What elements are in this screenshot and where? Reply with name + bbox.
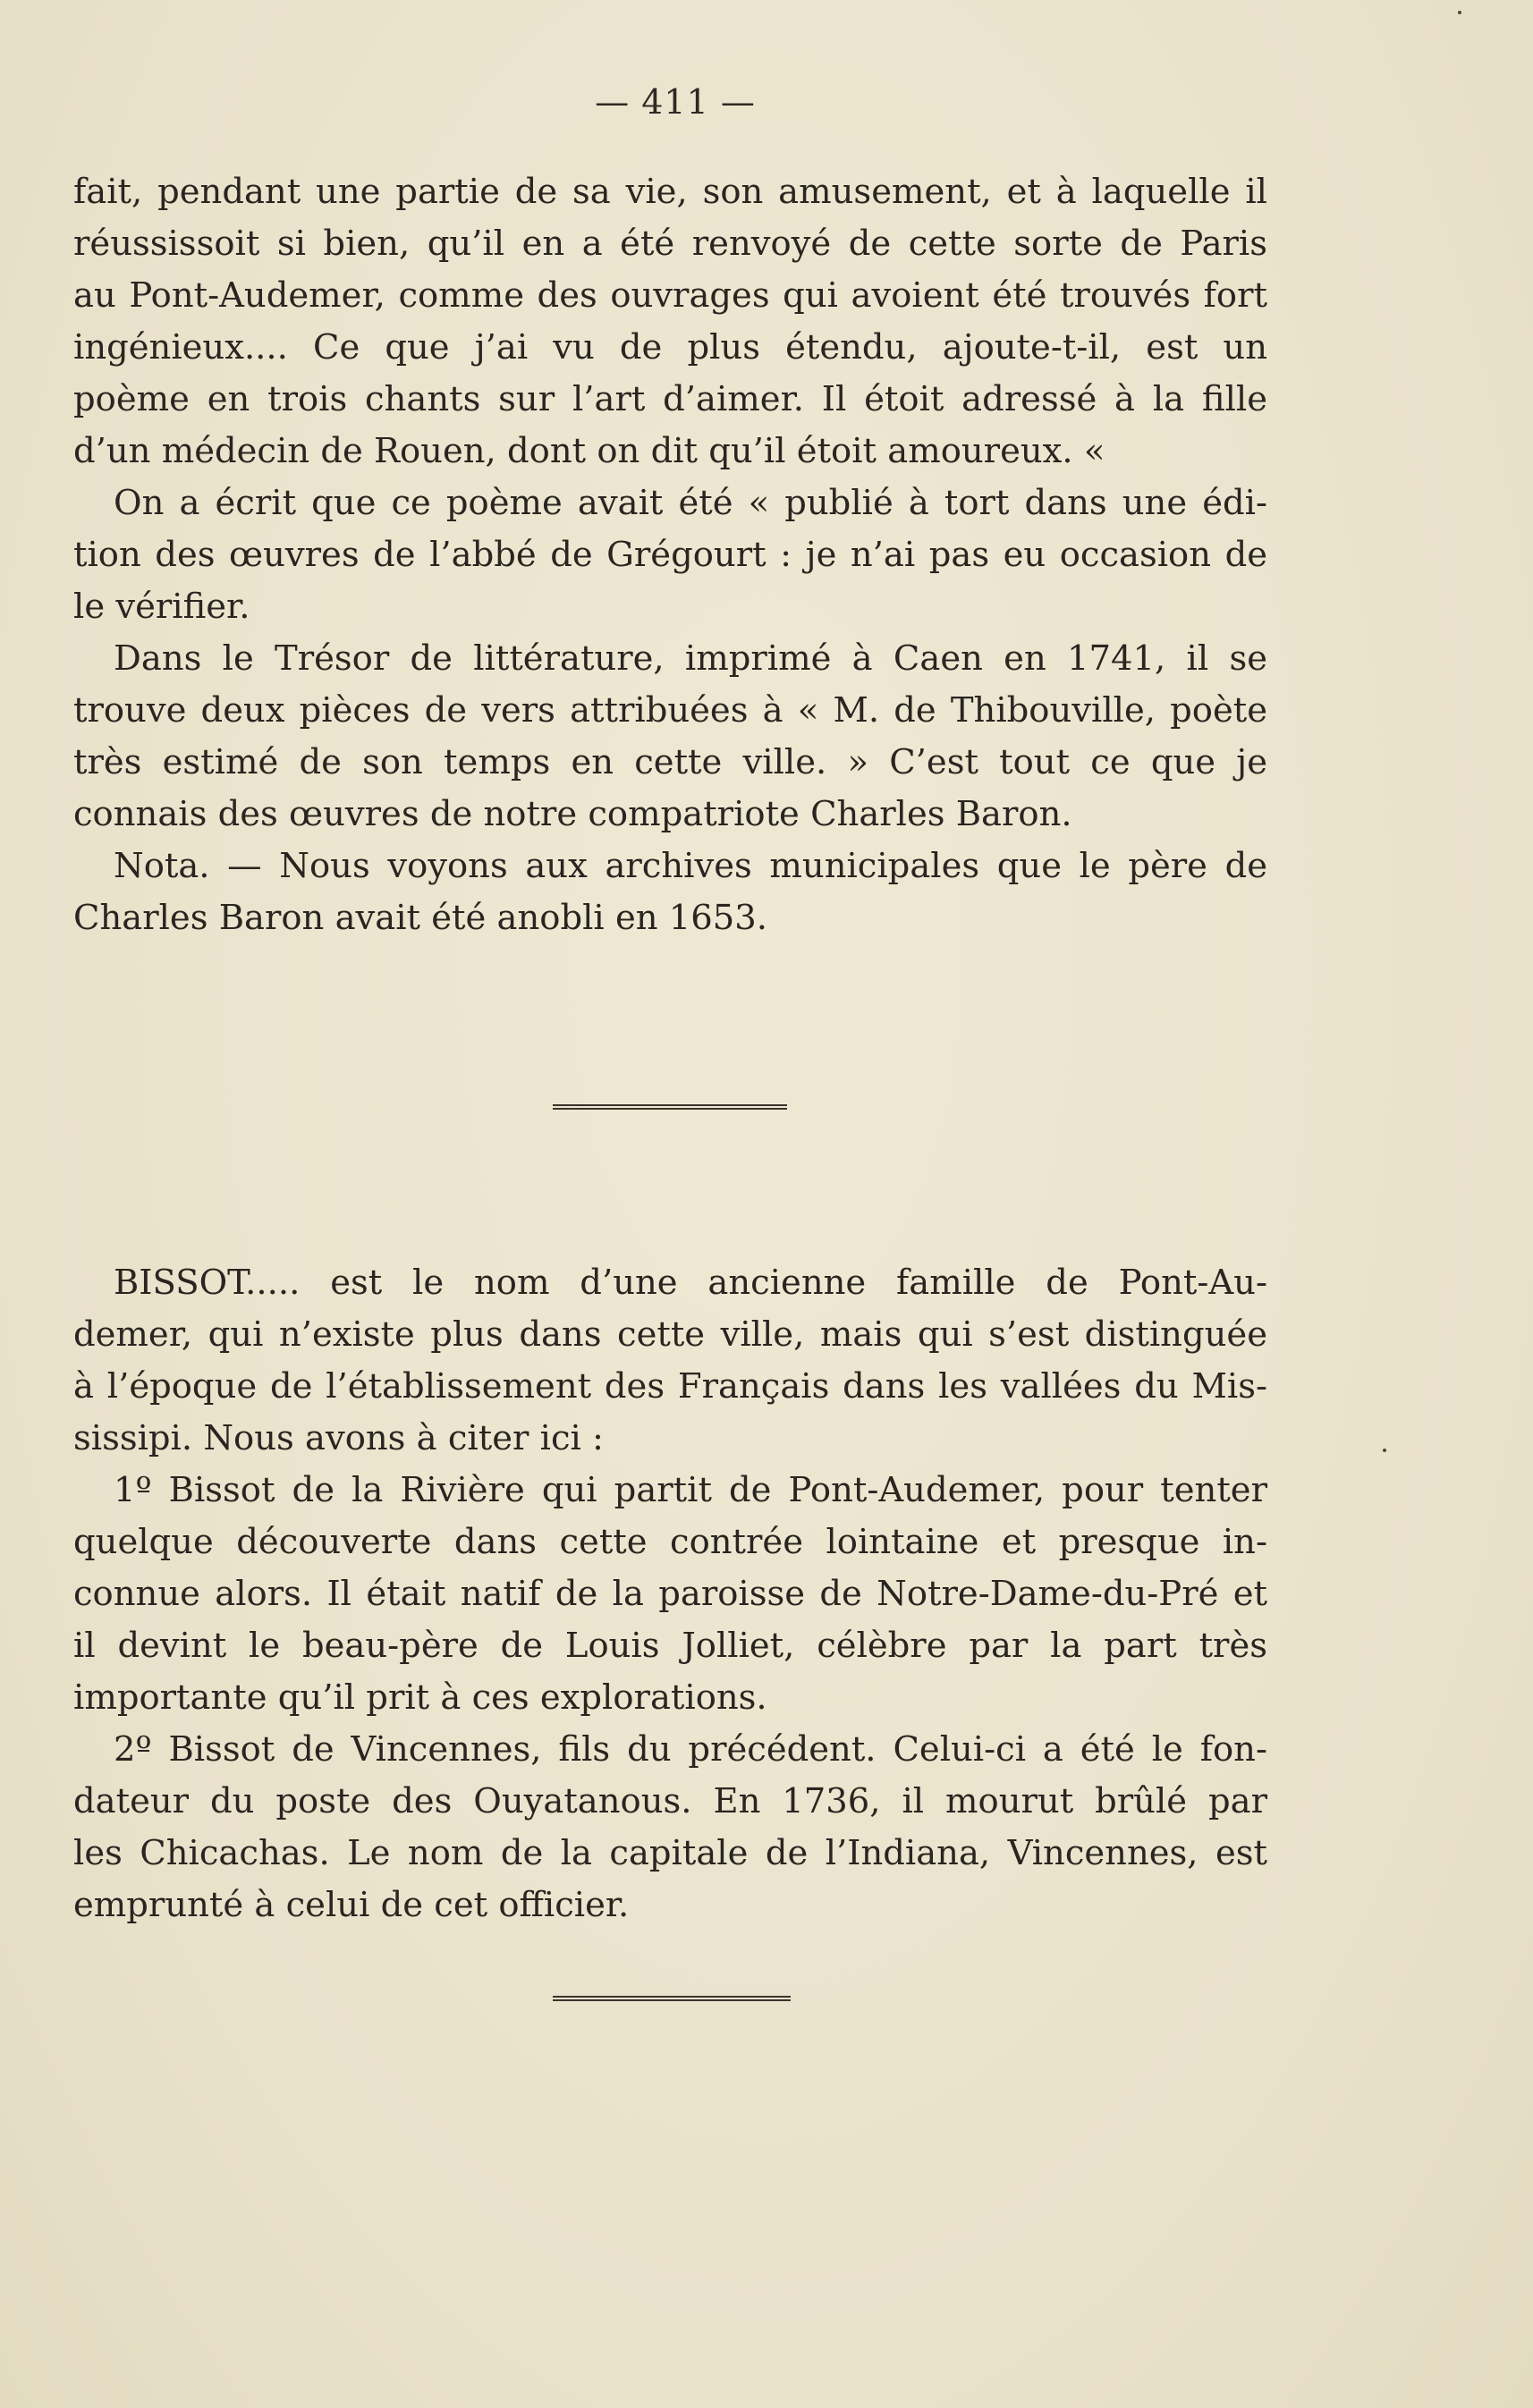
text-line: dateur du poste des Ouyatanous. En 1736, il mourut brûlé par bbox=[73, 1781, 1267, 1821]
page-number: — 411 — bbox=[595, 82, 756, 122]
text-section-1 bbox=[73, 166, 1267, 944]
text-line: d’un médecin de Rouen, dont on dit qu’il étoit amoureux. « bbox=[73, 431, 1105, 471]
paragraph bbox=[73, 1724, 1267, 1931]
text-line: connais des œuvres de notre compatriote Charles Baron. bbox=[73, 794, 1072, 834]
paragraph bbox=[73, 477, 1267, 633]
text-line: On a écrit que ce poème avait été « publié à tort dans une édi- bbox=[114, 483, 1267, 523]
paragraph bbox=[73, 841, 1267, 944]
text-line: Dans le Trésor de littérature, imprimé à Caen en 1741, il se bbox=[114, 638, 1267, 679]
section-divider bbox=[553, 1996, 791, 2001]
text-line: trouve deux pièces de vers attribuées à « M. de Thibouville, poète bbox=[73, 690, 1267, 731]
print-speck bbox=[1383, 1449, 1386, 1452]
text-line: importante qu’il prit à ces explorations. bbox=[73, 1677, 767, 1718]
text-line: le vérifier. bbox=[73, 587, 250, 627]
text-line: sissipi. Nous avons à citer ici : bbox=[73, 1418, 605, 1458]
text-line: fait, pendant une partie de sa vie, son amusement, et à laquelle il bbox=[73, 172, 1267, 212]
paragraph bbox=[73, 1465, 1267, 1724]
text-line: au Pont-Audemer, comme des ouvrages qui avoient été trouvés fort bbox=[73, 275, 1267, 316]
text-line: les Chicachas. Le nom de la capitale de l’Indiana, Vincennes, est bbox=[73, 1833, 1267, 1873]
text-line: ingénieux.... Ce que j’ai vu de plus étendu, ajoute-t-il, est un bbox=[73, 327, 1267, 368]
paragraph bbox=[73, 633, 1267, 841]
text-line: Charles Baron avait été anobli en 1653. bbox=[73, 898, 767, 938]
text-line: il devint le beau-père de Louis Jolliet, célèbre par la part très bbox=[73, 1626, 1267, 1666]
text-line: quelque découverte dans cette contrée lointaine et presque in- bbox=[73, 1522, 1267, 1562]
text-line: poème en trois chants sur l’art d’aimer. Il étoit adressé à la fille bbox=[73, 379, 1267, 419]
text-line: très estimé de son temps en cette ville. » C’est tout ce que je bbox=[73, 742, 1267, 782]
text-line: 2º Bissot de Vincennes, fils du précédent. Celui-ci a été le fon- bbox=[114, 1729, 1267, 1770]
text-line: emprunté à celui de cet officier. bbox=[73, 1885, 630, 1925]
text-line: BISSOT..... est le nom d’une ancienne famille de Pont-Au- bbox=[114, 1263, 1267, 1303]
print-speck bbox=[1458, 11, 1461, 14]
text-section-2 bbox=[73, 1257, 1267, 1931]
text-line: connue alors. Il était natif de la paroisse de Notre-Dame-du-Pré et bbox=[73, 1574, 1267, 1614]
text-line: à l’époque de l’établissement des Français dans les vallées du Mis- bbox=[73, 1366, 1267, 1407]
text-line: demer, qui n’existe plus dans cette ville, mais qui s’est distinguée bbox=[73, 1314, 1267, 1355]
text-line: tion des œuvres de l’abbé de Grégourt : je n’ai pas eu occasion de bbox=[73, 535, 1267, 575]
paragraph bbox=[73, 1257, 1267, 1465]
section-divider bbox=[553, 1104, 787, 1110]
text-line: Nota. — Nous voyons aux archives municipales que le père de bbox=[114, 846, 1267, 886]
paragraph bbox=[73, 166, 1267, 477]
text-line: 1º Bissot de la Rivière qui partit de Pont-Audemer, pour tenter bbox=[114, 1470, 1267, 1510]
text-line: réussissoit si bien, qu’il en a été renvoyé de cette sorte de Paris bbox=[73, 224, 1267, 264]
